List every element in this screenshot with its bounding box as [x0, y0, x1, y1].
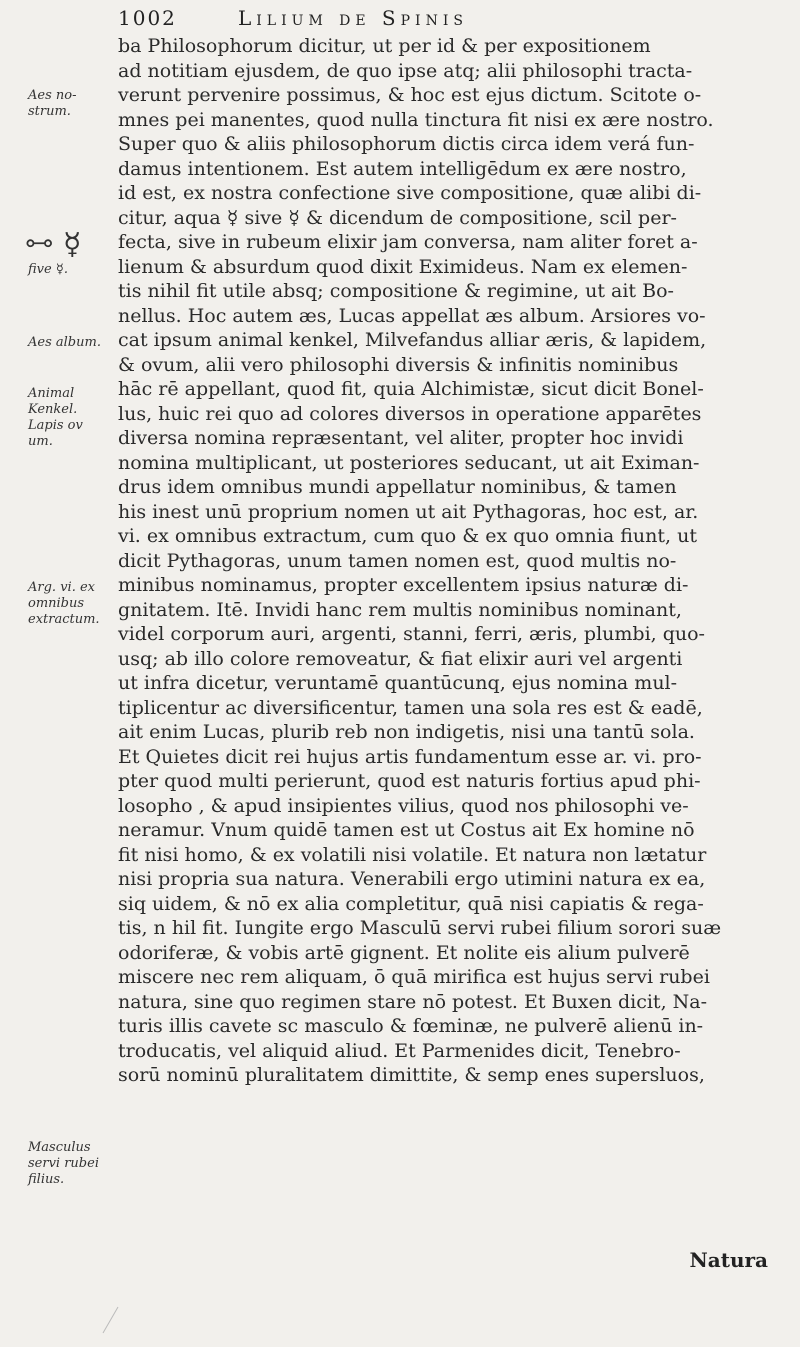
alchemical-symbols: 🜺 ☿: [25, 227, 82, 262]
text-line: losopho , & apud insipientes vilius, quod nos philosophi ve-: [118, 794, 689, 817]
text-line: tiplicentur ac diversificentur, tamen una sola res est & eadē,: [118, 696, 703, 719]
margin-note: Aes no- strum.: [28, 88, 77, 119]
margin-note: Masculus servi rubei filius.: [28, 1140, 99, 1187]
text-line: id est, ex nostra confectione sive compositione, quæ alibi di-: [118, 182, 702, 204]
text-line: miscere nec rem aliquam, ō quā mirifica est hujus servi rubei: [118, 966, 710, 988]
text-line: fit nisi homo, & ex volatili nisi volatile. Et natura non lætatur: [118, 843, 707, 866]
text-line: odoriferæ, & vobis artē gignent. Et nolite eis alium pulverē: [118, 941, 690, 964]
text-line: sorū nominū pluralitatem dimittite, & semp enes supersluos,: [118, 1064, 705, 1086]
text-line: mnes pei manentes, quod nulla tinctura fit nisi ex ære nostro.: [118, 108, 714, 131]
text-line: dicit Pythagoras, unum tamen nomen est, quod multis no-: [118, 549, 677, 572]
main-text: [118, 34, 788, 1088]
text-line: cat ipsum animal kenkel, Milvefandus alliar æris, & lapidem,: [118, 329, 707, 351]
page-number: 1002: [118, 6, 177, 30]
text-line: siq uidem, & nō ex alia completitur, quā nisi capiatis & rega-: [118, 892, 704, 915]
text-line: vi. ex omnibus extractum, cum quo & ex quo omnia fiunt, ut: [118, 525, 697, 547]
running-title: Lilium de Spinis: [238, 6, 468, 30]
text-line: minibus nominamus, propter excellentem ipsius naturæ di-: [118, 574, 689, 596]
text-line: drus idem omnibus mundi appellatur nominibus, & tamen: [118, 476, 677, 498]
text-line: tis nihil fit utile absq; compositione & regimine, ut ait Bo-: [118, 280, 674, 302]
text-line: Super quo & aliis philosophorum dictis circa idem verá fun-: [118, 133, 695, 155]
text-line: neramur. Vnum quidē tamen est ut Costus ait Ex homine nō: [118, 819, 695, 841]
text-line: Et Quietes dicit rei hujus artis fundamentum esse ar. vi. pro-: [118, 745, 702, 768]
text-line: videl corporum auri, argenti, stanni, ferri, æris, plumbi, quo-: [118, 623, 705, 645]
text-line: nellus. Hoc autem æs, Lucas appellat æs album. Arsiores vo-: [118, 304, 706, 327]
text-line: turis illis cavete sc masculo & fœminæ, ne pulverē alienū in-: [118, 1015, 704, 1037]
catchword: Natura: [689, 1248, 768, 1272]
text-line: citur, aqua ☿ sive ☿ & dicendum de compositione, scil per-: [118, 206, 677, 229]
text-line: troducatis, vel aliquid aliud. Et Parmenides dicit, Tenebro-: [118, 1039, 681, 1062]
text-line: nisi propria sua natura. Venerabili ergo utimini natura ex ea,: [118, 868, 706, 890]
text-line: hāc rē appellant, quod fit, quia Alchimistæ, sicut dicit Bonel-: [118, 378, 704, 400]
text-line: verunt pervenire possimus, & hoc est ejus dictum. Scitote o-: [118, 84, 702, 106]
text-line: & ovum, alii vero philosophi diversis & infinitis nominibus: [118, 353, 679, 376]
margin-note: Arg. vi. ex omnibus extractum.: [28, 580, 100, 627]
text-line: lus, huic rei quo ad colores diversos in operatione apparētes: [118, 402, 702, 425]
stray-mark: [103, 1307, 119, 1333]
margin-note: five ☿.: [28, 262, 68, 277]
text-line: nomina multiplicant, ut posteriores seducant, ut ait Eximan-: [118, 451, 700, 474]
text-line: tis, n hil fit. Iungite ergo Masculū servi rubei filium sorori suæ: [118, 917, 722, 939]
text-line: ad notitiam ejusdem, de quo ipse atq; alii philosophi tracta-: [118, 59, 693, 82]
text-line: pter quod multi perierunt, quod est naturis fortius apud phi-: [118, 770, 701, 792]
text-line: ait enim Lucas, plurib reb non indigetis, nisi una tantū sola.: [118, 721, 695, 743]
text-line: fecta, sive in rubeum elixir jam conversa, nam aliter foret a-: [118, 231, 698, 253]
text-line: natura, sine quo regimen stare nō potest. Et Buxen dicit, Na-: [118, 990, 708, 1013]
page-header: [118, 6, 778, 32]
text-line: his inest unū proprium nomen ut ait Pythagoras, hoc est, ar.: [118, 500, 699, 523]
text-line: usq; ab illo colore removeatur, & fiat elixir auri vel argenti: [118, 647, 683, 670]
text-line: damus intentionem. Est autem intelligēdum ex ære nostro,: [118, 157, 687, 180]
text-line: ba Philosophorum dicitur, ut per id & per expositionem: [118, 35, 651, 57]
text-line: lienum & absurdum quod dixit Eximideus. Nam ex elemen-: [118, 255, 688, 278]
margin-note: Aes album.: [28, 335, 101, 350]
text-line: gnitatem. Itē. Invidi hanc rem multis nominibus nominant,: [118, 598, 682, 621]
text-line: ut infra dicetur, veruntamē quantūcunq, ejus nomina mul-: [118, 672, 678, 694]
margin-note: Animal Kenkel. Lapis ov um.: [28, 386, 83, 449]
text-line: diversa nomina repræsentant, vel aliter, propter hoc invidi: [118, 427, 684, 449]
